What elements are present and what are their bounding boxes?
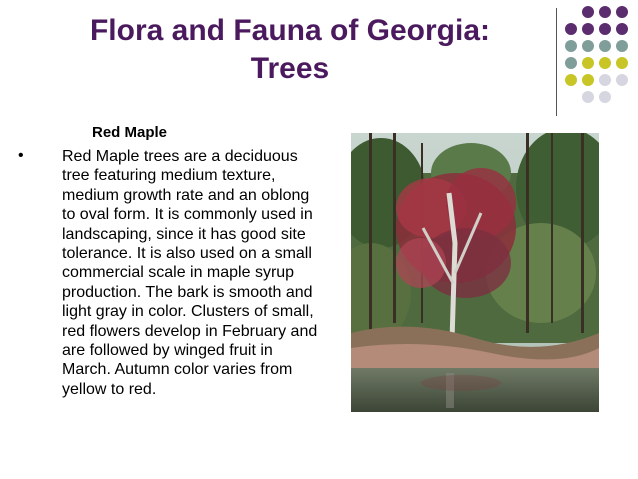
subheading: Red Maple [92, 124, 168, 141]
decorative-dot [599, 40, 611, 52]
decorative-dot [582, 57, 594, 69]
decorative-dot [582, 91, 594, 103]
decorative-dot [599, 57, 611, 69]
decorative-dot [582, 40, 594, 52]
slide-title-line1: Flora and Fauna of Georgia: [89, 14, 491, 47]
slide-title [40, 12, 540, 88]
decorative-dot [565, 74, 577, 86]
decorative-dot [565, 40, 577, 52]
decorative-dot [616, 40, 628, 52]
decorative-dot [582, 6, 594, 18]
decorative-dot-grid [565, 6, 637, 114]
slide-title-line2: Trees [250, 52, 330, 85]
body-paragraph: Red Maple trees are a deciduous tree featuring medium texture, medium growth rate and an oblong to oval form. It is commonly used in landscaping, since it has good site tolerance. It is also used on a small commercial scale in maple syrup production. The bark is smooth and light gray in color. Clusters of small, red flowers develop in February and are followed by winged fruit in March. Autumn color varies from yellow to red. [62, 148, 318, 398]
decorative-dot [565, 57, 577, 69]
decorative-divider [556, 8, 557, 116]
decorative-dot [599, 6, 611, 18]
decorative-dot [599, 91, 611, 103]
red-maple-photo [351, 133, 599, 412]
decorative-dot [616, 57, 628, 69]
decorative-dot [616, 6, 628, 18]
decorative-dot [582, 74, 594, 86]
decorative-dot [616, 74, 628, 86]
decorative-dot [599, 74, 611, 86]
bullet-icon: • [18, 147, 24, 164]
decorative-dot [616, 23, 628, 35]
decorative-dot [599, 23, 611, 35]
decorative-dot [582, 23, 594, 35]
decorative-dot [565, 23, 577, 35]
